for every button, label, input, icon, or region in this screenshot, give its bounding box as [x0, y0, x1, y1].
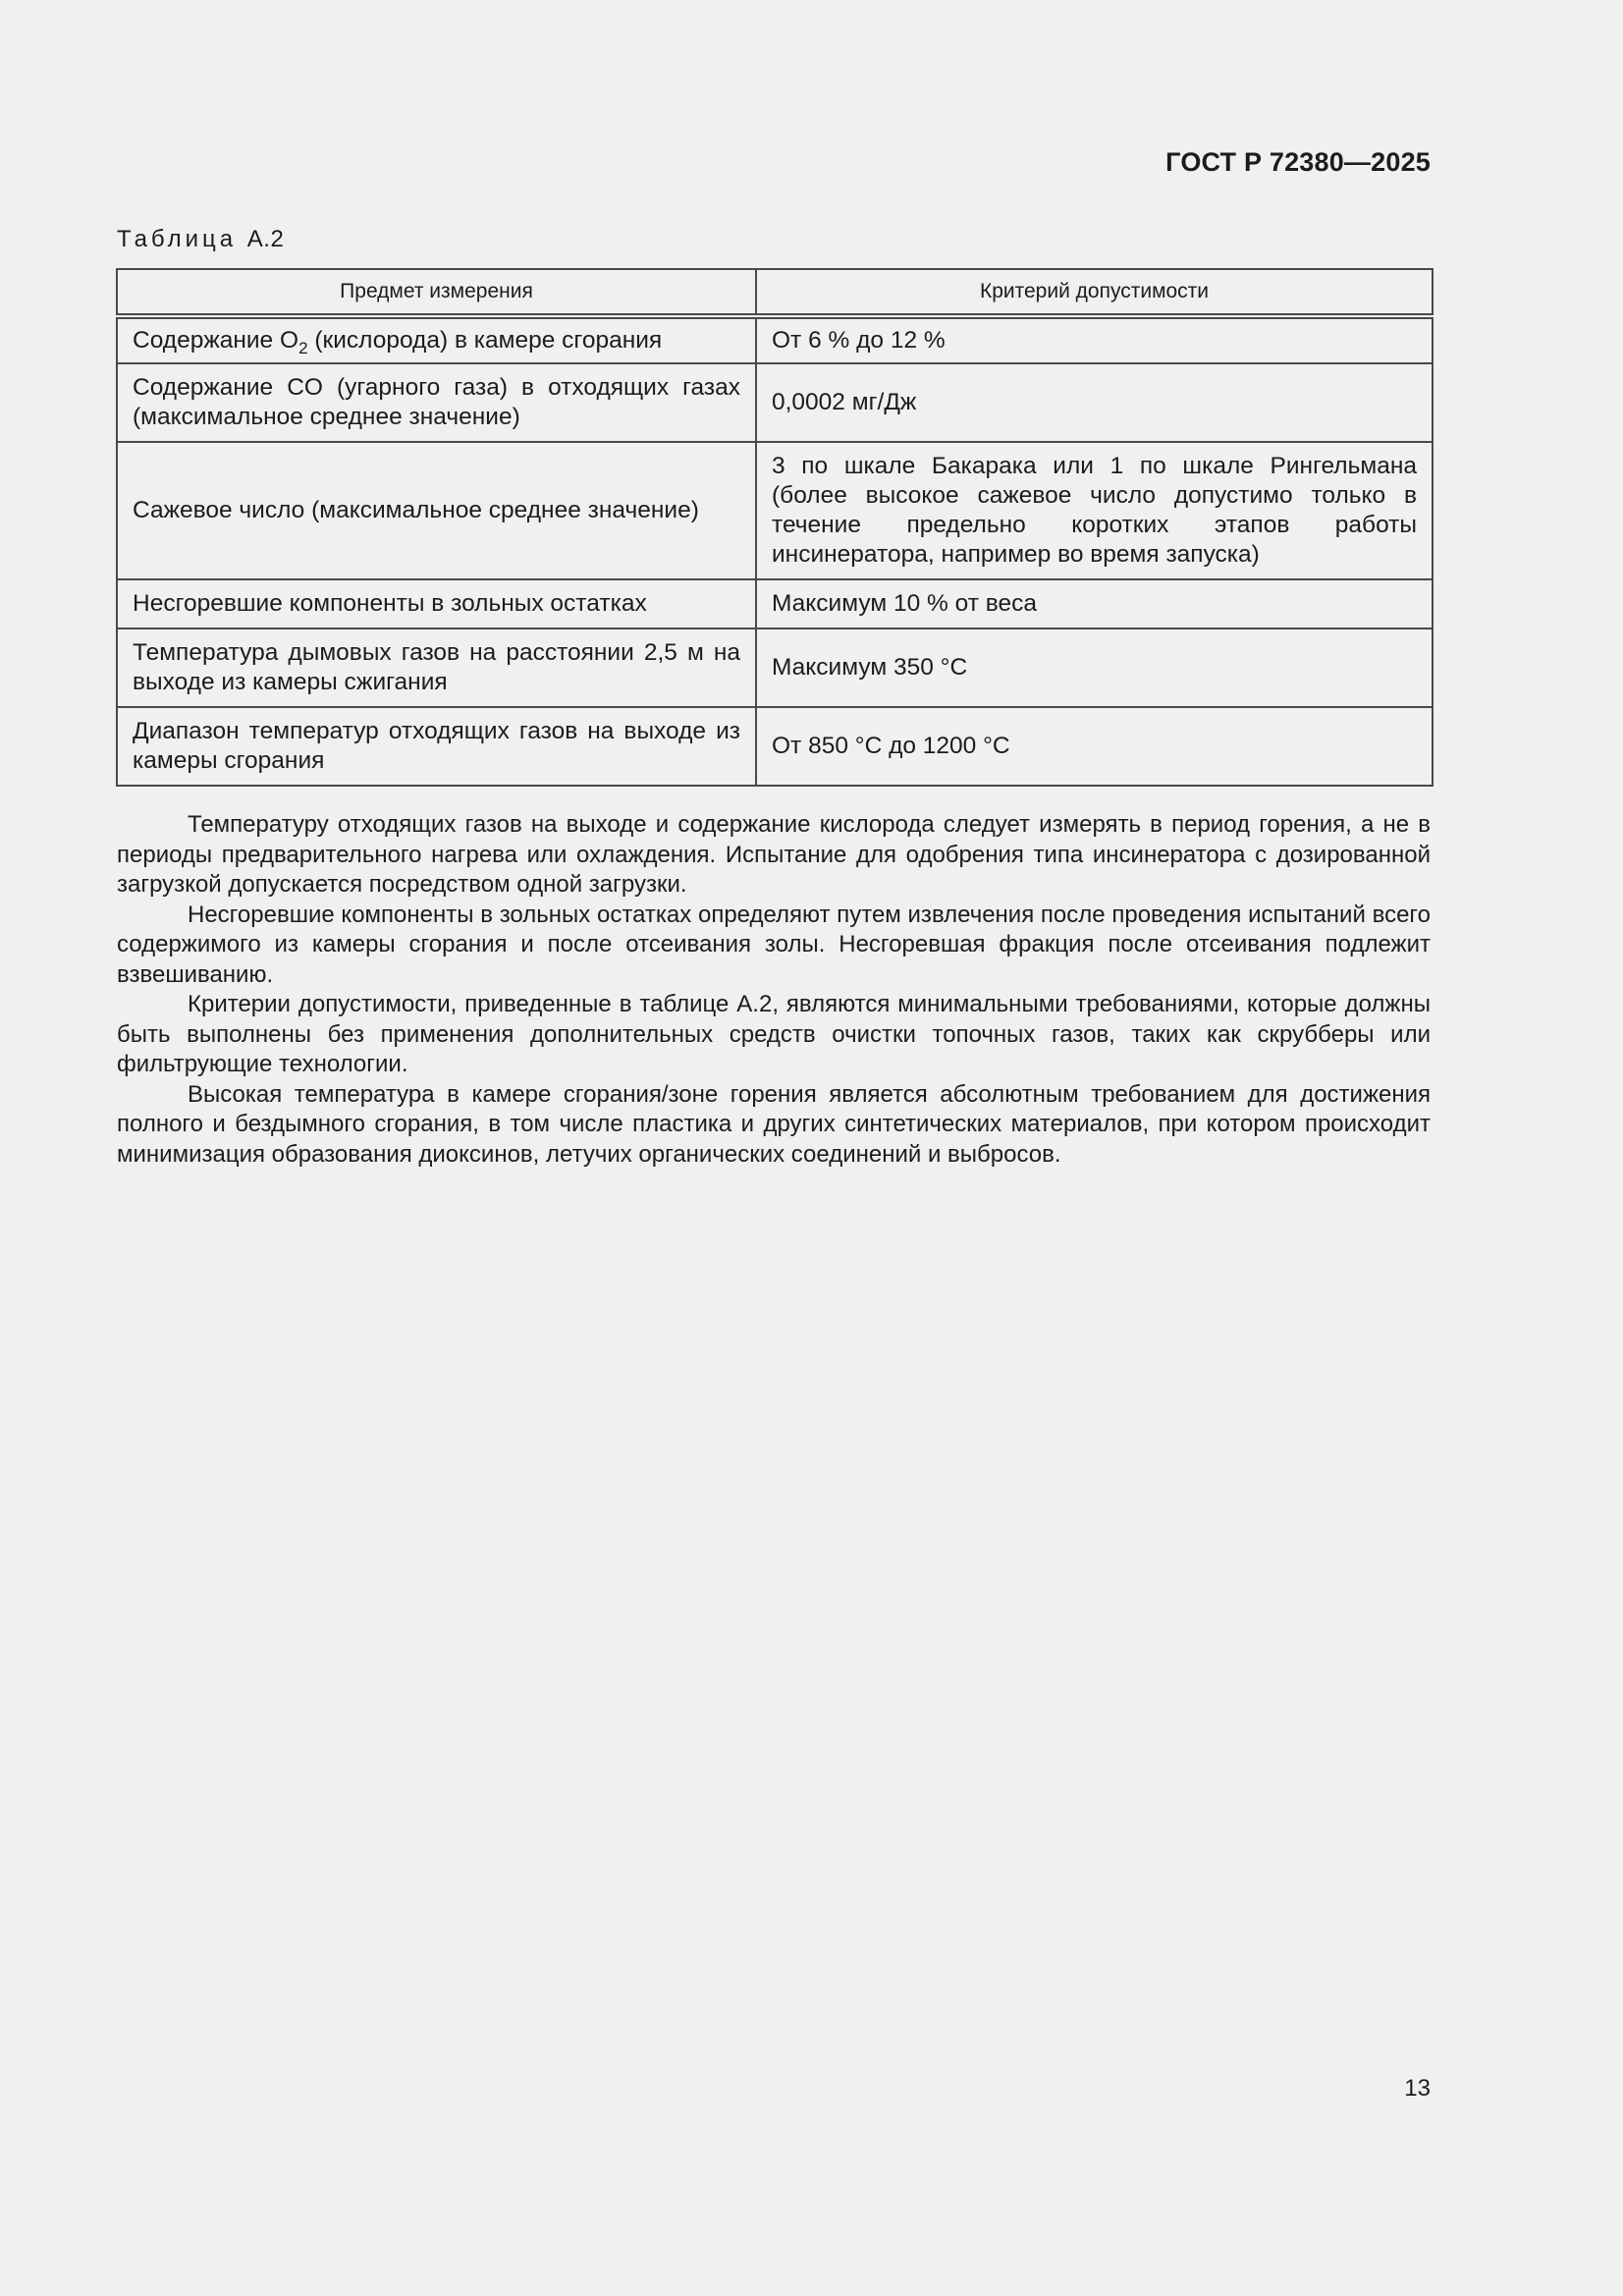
- column-header-subject: Предмет измерения: [117, 269, 756, 316]
- subject-cell: Содержание CO (угарного газа) в отходящих газах (максимальное среднее значение): [117, 363, 756, 442]
- subject-cell: [117, 316, 756, 363]
- criterion-cell: От 850 °C до 1200 °C: [756, 707, 1433, 786]
- body-text: [117, 810, 1431, 1170]
- criterion-cell: От 6 % до 12 %: [756, 316, 1433, 363]
- table-caption: [117, 226, 284, 253]
- column-header-criterion: Критерий допустимости: [756, 269, 1433, 316]
- paragraph: Критерии допустимости, приведенные в таблице А.2, являются минимальными требованиями, которые должны быть выполнены без применения дополнительных средств очистки топочных газов, таких как скрубберы или фильтрующие технологии.: [117, 991, 1431, 1077]
- table-row: [117, 707, 1433, 786]
- criterion-cell: 0,0002 мг/Дж: [756, 363, 1433, 442]
- criterion-cell: Максимум 10 % от веса: [756, 579, 1433, 629]
- subject-text: Содержание O: [133, 327, 299, 354]
- page-number: 13: [1404, 2075, 1431, 2102]
- criterion-cell: 3 по шкале Бакарака или 1 по шкале Рингельмана (более высокое сажевое число допустимо только в течение предельно коротких этапов работы инсинератора, например во время запуска): [756, 442, 1433, 579]
- table-row: [117, 316, 1433, 363]
- table-row: [117, 363, 1433, 442]
- paragraph: Высокая температура в камере сгорания/зоне горения является абсолютным требованием для достижения полного и бездымного сгорания, в том числе пластика и других синтетических материалов, при котором происходит минимизация образования диоксинов, летучих органических соединений и выбросов.: [117, 1080, 1431, 1168]
- table-row: [117, 579, 1433, 629]
- document-code: ГОСТ Р 72380—2025: [1165, 147, 1431, 177]
- table-caption-number: А.2: [246, 226, 285, 252]
- paragraph: Несгоревшие компоненты в зольных остатках определяют путем извлечения после проведения испытаний всего содержимого из камеры сгорания и после отсеивания золы. Несгоревшая фракция после отсеивания подлежит взвешиванию.: [117, 901, 1431, 988]
- table-header-row: [117, 269, 1433, 316]
- subject-cell: Диапазон температур отходящих газов на выходе из камеры сгорания: [117, 707, 756, 786]
- table-caption-label: Таблица: [117, 226, 238, 252]
- subject-text-cont: (кислорода) в камере сгорания: [307, 327, 663, 354]
- paragraph: Температуру отходящих газов на выходе и содержание кислорода следует измерять в период горения, а не в периоды предварительного нагрева или охлаждения. Испытание для одобрения типа инсинератора с дозированной загрузкой допускается посредством одной загрузки.: [117, 811, 1431, 898]
- table-row: [117, 442, 1433, 579]
- criteria-table: [116, 268, 1434, 787]
- subject-cell: Температура дымовых газов на расстоянии 2,5 м на выходе из камеры сжигания: [117, 629, 756, 707]
- table-row: [117, 629, 1433, 707]
- subject-cell: Сажевое число (максимальное среднее значение): [117, 442, 756, 579]
- subject-cell: Несгоревшие компоненты в зольных остатках: [117, 579, 756, 629]
- criterion-cell: Максимум 350 °C: [756, 629, 1433, 707]
- subscript: 2: [298, 339, 308, 357]
